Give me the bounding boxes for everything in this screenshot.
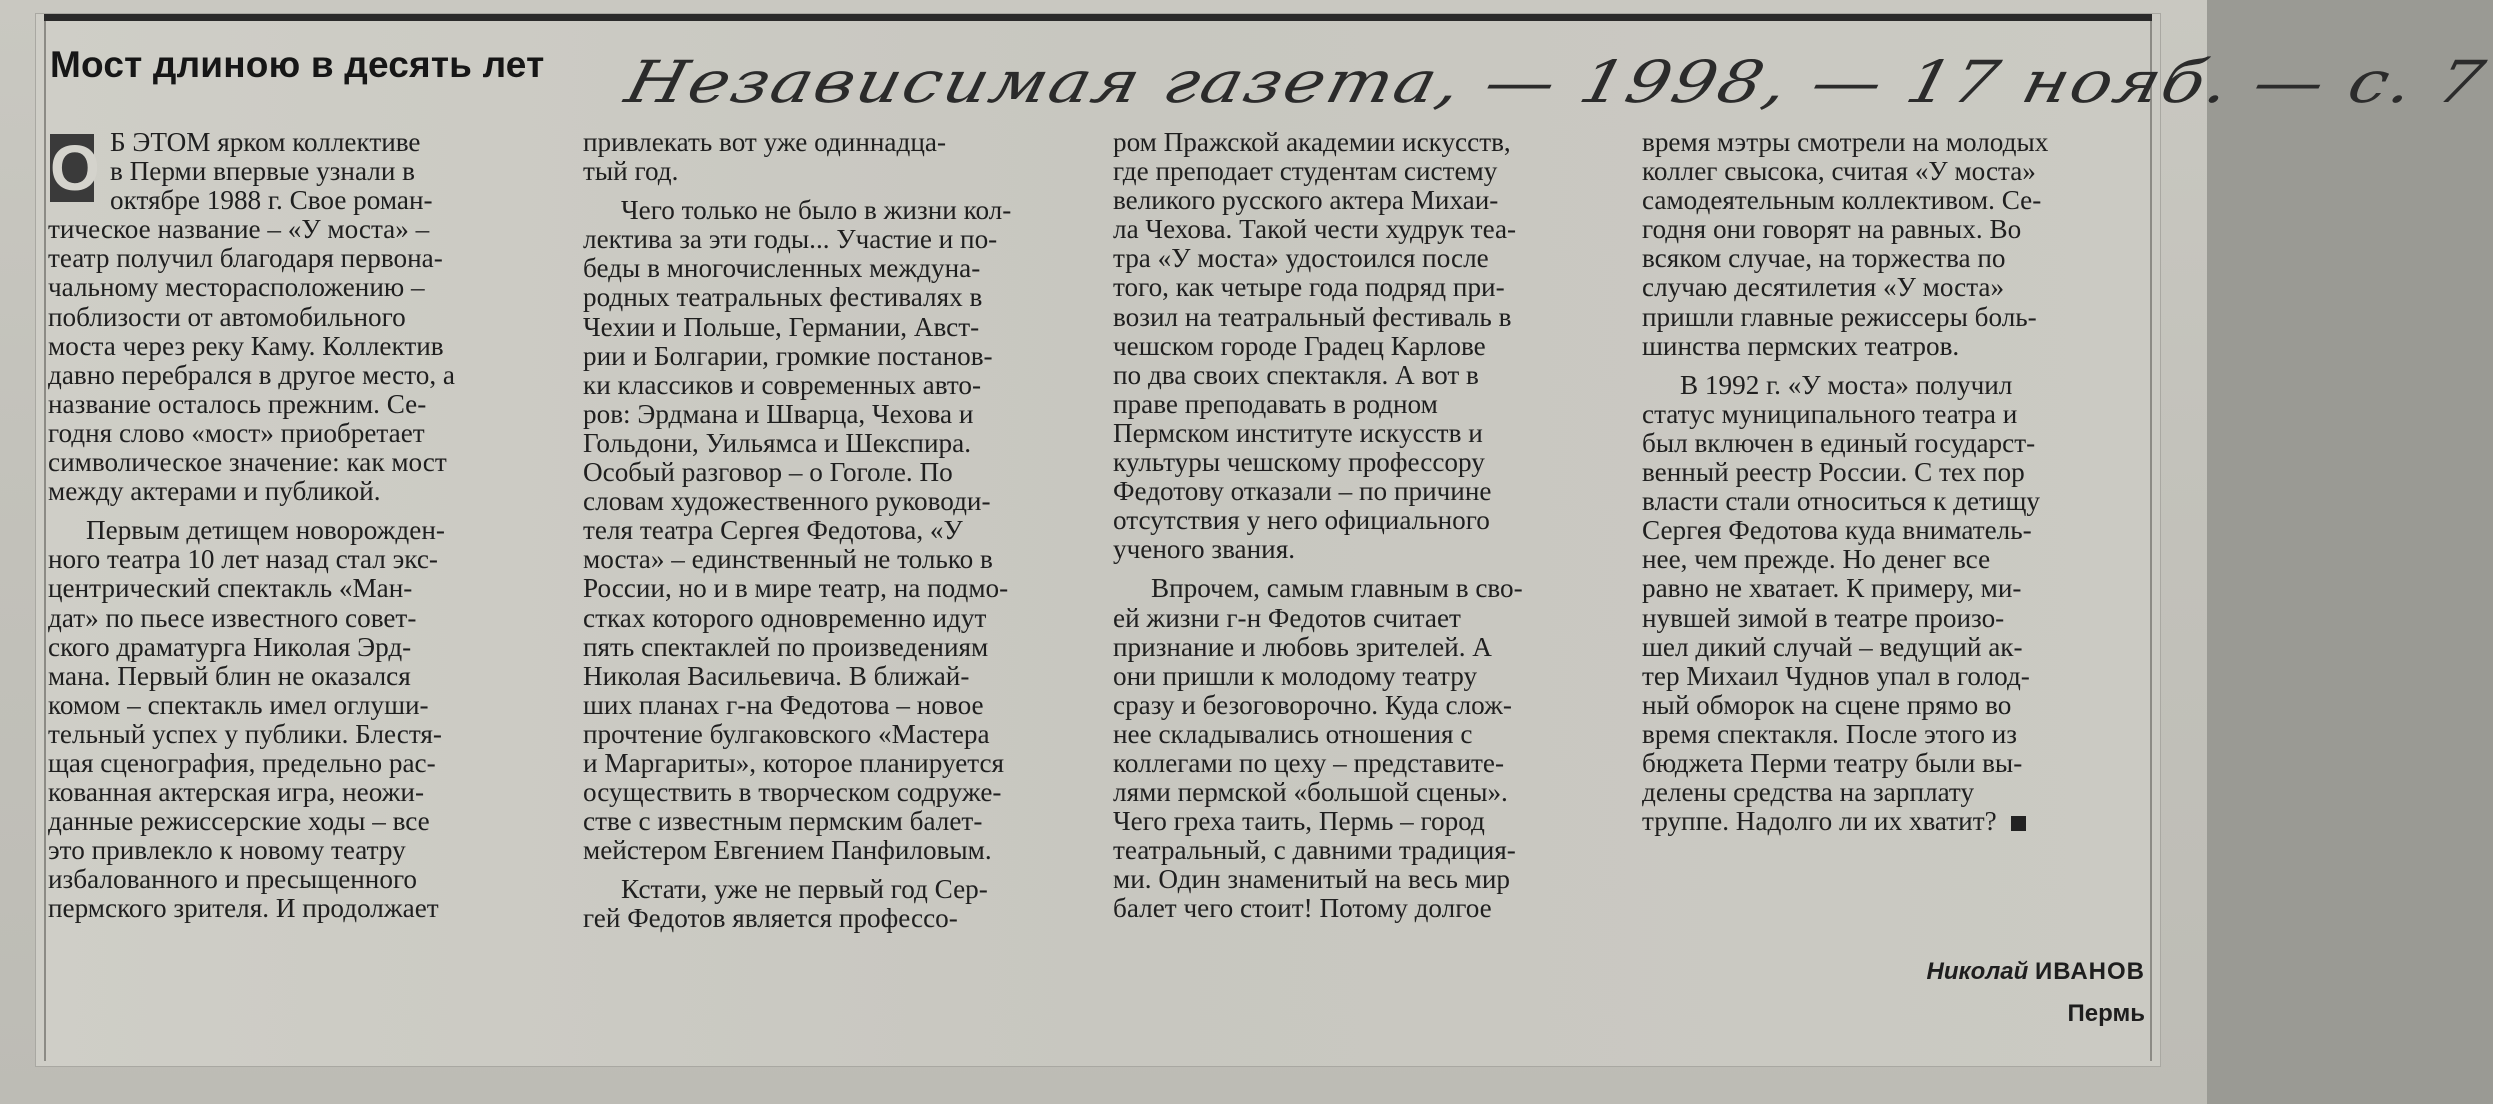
text-line: был включен в единый государст-	[1642, 427, 2036, 458]
text-line: бюджета Перми театру были вы-	[1642, 747, 2023, 778]
top-rule	[44, 14, 2152, 21]
text-line: ки классиков и современных авто-	[583, 369, 982, 400]
text-line: великого русского актера Михаи-	[1113, 185, 1499, 216]
text-line: Чехии и Польше, Германии, Авст-	[583, 311, 980, 342]
text-line: ла Чехова. Такой чести худрук теа-	[1113, 214, 1517, 245]
text-line: пермского зрителя. И продолжает	[48, 893, 439, 924]
text-line: ный обморок на сцене прямо во	[1642, 689, 2012, 720]
text-line: делены средства на зарплату	[1642, 777, 1975, 808]
text-line: тельный успех у публики. Блестя-	[48, 718, 442, 749]
text-line: сразу и безоговорочно. Куда слож-	[1113, 689, 1512, 720]
text-line: привлекать вот уже одиннадца-	[583, 127, 946, 157]
text-line: Николая Васильевича. В ближай-	[583, 660, 970, 691]
text-line: ми. Один знаменитый на весь мир	[1113, 864, 1511, 895]
text-line: случаю десятилетия «У моста»	[1642, 272, 2005, 303]
text-line: Чего только не было в жизни кол-	[621, 195, 1012, 226]
handwritten-source-note: Независимая газета, — 1998, — 17 нояб. — с. 7	[619, 48, 2493, 116]
text-line: театр получил благодаря первона-	[48, 243, 443, 274]
text-line: Особый разговор – о Гоголе. По	[583, 457, 953, 488]
text-line: тическое название – «У моста» –	[48, 214, 430, 245]
text-line: ского драматурга Николая Эрд-	[48, 631, 412, 662]
text-line: щая сценография, предельно рас-	[48, 747, 436, 778]
text-line: символическое значение: как мост	[48, 447, 447, 478]
article-column-4	[1642, 128, 2145, 836]
text-line: данные режиссерские ходы – все	[48, 806, 430, 837]
text-line: и Маргариты», которое планируется	[583, 747, 1005, 778]
text-line: Чего греха таить, Пермь – город	[1113, 806, 1485, 837]
text-line: нее, чем прежде. Но денег все	[1642, 544, 1991, 575]
text-line: это привлекло к новому театру	[48, 835, 406, 866]
text-line: культуры чешскому профессору	[1113, 447, 1485, 478]
text-line: тый год.	[583, 156, 679, 187]
text-line: ром Пражской академии искусств,	[1113, 127, 1511, 157]
text-line: всяком случае, на торжества по	[1642, 243, 2006, 274]
text-line: Первым детищем новорожден-	[86, 515, 445, 546]
text-line: они пришли к молодому театру	[1113, 660, 1478, 691]
text-line: мана. Первый блин не оказался	[48, 660, 411, 691]
text-line: стках которого одновременно идут	[583, 602, 987, 633]
text-line: по два своих спектакля. А вот в	[1113, 359, 1479, 390]
text-line: осуществить в творческом содруже-	[583, 777, 1002, 808]
right-frame-line	[2150, 21, 2152, 1061]
text-line: признание и любовь зрителей. А	[1113, 631, 1492, 662]
text-line: моста через реку Каму. Коллектив	[48, 330, 444, 361]
text-line: тра «У моста» удостоился после	[1113, 243, 1489, 274]
text-line: балет чего стоит! Потому долгое	[1113, 893, 1492, 924]
text-line: труппе. Надолго ли их хватит?	[1642, 806, 1997, 837]
drop-cap: О	[50, 132, 100, 204]
text-line: венный реестр России. С тех пор	[1642, 457, 2025, 488]
text-line: рии и Болгарии, громкие постанов-	[583, 340, 993, 371]
text-line: между актерами и публикой.	[48, 476, 381, 507]
text-line: власти стали относиться к детищу	[1642, 486, 2040, 517]
end-of-article-mark	[2011, 816, 2026, 831]
text-line: словам художественного руководи-	[583, 486, 991, 517]
text-line: равно не хватает. К примеру, ми-	[1642, 573, 2022, 604]
author-first-name: Николай	[1926, 958, 2029, 985]
text-line: Пермском институте искусств и	[1113, 417, 1483, 448]
text-line: лями пермской «большой сцены».	[1113, 777, 1508, 808]
text-line: дат» по пьесе известного совет-	[48, 602, 417, 633]
text-line: ших планах г-на Федотова – новое	[583, 689, 984, 720]
text-line: коллегами по цеху – представите-	[1113, 747, 1504, 778]
text-line: отсутствия у него официального	[1113, 505, 1490, 536]
text-line: России, но и в мире театр, на подмо-	[583, 573, 1009, 604]
last-text-line	[1642, 807, 2145, 836]
text-line: стве с известным пермским балет-	[583, 806, 983, 837]
text-line: мейстером Евгением Панфиловым.	[583, 835, 992, 866]
text-line: теля театра Сергея Федотова, «У	[583, 515, 963, 546]
text-line: возил на театральный фестиваль в	[1113, 301, 1512, 332]
article-column-3	[1113, 128, 1610, 924]
author-byline	[1927, 958, 2146, 986]
text-line: лектива за эти годы... Участие и по-	[583, 224, 998, 255]
text-line: шел дикий случай – ведущий ак-	[1642, 631, 2023, 662]
text-line: центрический спектакль «Ман-	[48, 573, 413, 604]
text-line: поблизости от автомобильного	[48, 301, 406, 332]
text-line: театральный, с давними традиция-	[1113, 835, 1516, 866]
left-frame-line	[44, 21, 46, 1061]
text-line: время мэтры смотрели на молодых	[1642, 127, 2049, 157]
text-line: ученого звания.	[1113, 534, 1296, 565]
text-line: годня они говорят на равных. Во	[1642, 214, 2022, 245]
text-line: тер Михаил Чуднов упал в голод-	[1642, 660, 2030, 691]
text-line: Гольдони, Уильямса и Шекспира.	[583, 427, 971, 458]
text-line: ров: Эрдмана и Шварца, Чехова и	[583, 398, 974, 429]
text-line: чешском городе Градец Карлове	[1113, 330, 1486, 361]
text-line: чальному месторасположению –	[48, 272, 425, 303]
text-line: моста» – единственный не только в	[583, 544, 993, 575]
text-line: Кстати, уже не первый год Сер-	[621, 874, 988, 905]
text-line: в Перми впервые узнали в	[110, 156, 416, 187]
article-column-2	[583, 128, 1080, 934]
text-line: того, как четыре года подряд при-	[1113, 272, 1505, 303]
text-line: Впрочем, самым главным в сво-	[1151, 573, 1523, 604]
lead-paragraph	[48, 128, 543, 506]
text-line: ей жизни г-н Федотов считает	[1113, 602, 1461, 633]
text-line: время спектакля. После этого из	[1642, 718, 2018, 749]
text-line: шинства пермских театров.	[1642, 330, 1960, 361]
text-line: нее складывались отношения с	[1113, 718, 1473, 749]
text-line: беды в многочисленных междуна-	[583, 253, 981, 284]
text-line: статус муниципального театра и	[1642, 398, 2018, 429]
author-last-name: ИВАНОВ	[2034, 958, 2145, 985]
text-line: пришли главные режиссеры боль-	[1642, 301, 2037, 332]
text-line: коллег свысока, считая «У моста»	[1642, 156, 2036, 187]
dateline-place: Пермь	[2067, 1000, 2145, 1027]
text-line: избалованного и пресыщенного	[48, 864, 418, 895]
text-line: В 1992 г. «У моста» получил	[1680, 369, 2013, 400]
text-line: октябре 1988 г. Свое роман-	[110, 185, 433, 216]
text-line: родных театральных фестивалях в	[583, 282, 983, 313]
text-line: гей Федотов является профессо-	[583, 903, 958, 934]
text-line: кованная актерская игра, неожи-	[48, 777, 425, 808]
text-line: ного театра 10 лет назад стал экс-	[48, 544, 438, 575]
text-line: самодеятельным коллективом. Се-	[1642, 185, 2042, 216]
text-line: нувшей зимой в театре произо-	[1642, 602, 2005, 633]
text-line: Федотову отказали – по причине	[1113, 476, 1492, 507]
text-line: где преподает студентам систему	[1113, 156, 1498, 187]
article-column-1	[48, 128, 543, 924]
text-line: годня слово «мост» приобретает	[48, 417, 425, 448]
text-line: комом – спектакль имел оглуши-	[48, 689, 429, 720]
text-line: праве преподавать в родном	[1113, 388, 1438, 419]
text-line: давно перебрался в другое место, а	[48, 359, 455, 390]
text-line: прочтение булгаковского «Мастера	[583, 718, 990, 749]
text-line: пять спектаклей по произведениям	[583, 631, 989, 662]
text-line: название осталось прежним. Се-	[48, 388, 427, 419]
text-line: Сергея Федотова куда вниматель-	[1642, 515, 2032, 546]
article-headline: Мост длиною в десять лет	[50, 44, 545, 85]
text-line: Б ЭТОМ ярком коллективе	[110, 127, 421, 157]
